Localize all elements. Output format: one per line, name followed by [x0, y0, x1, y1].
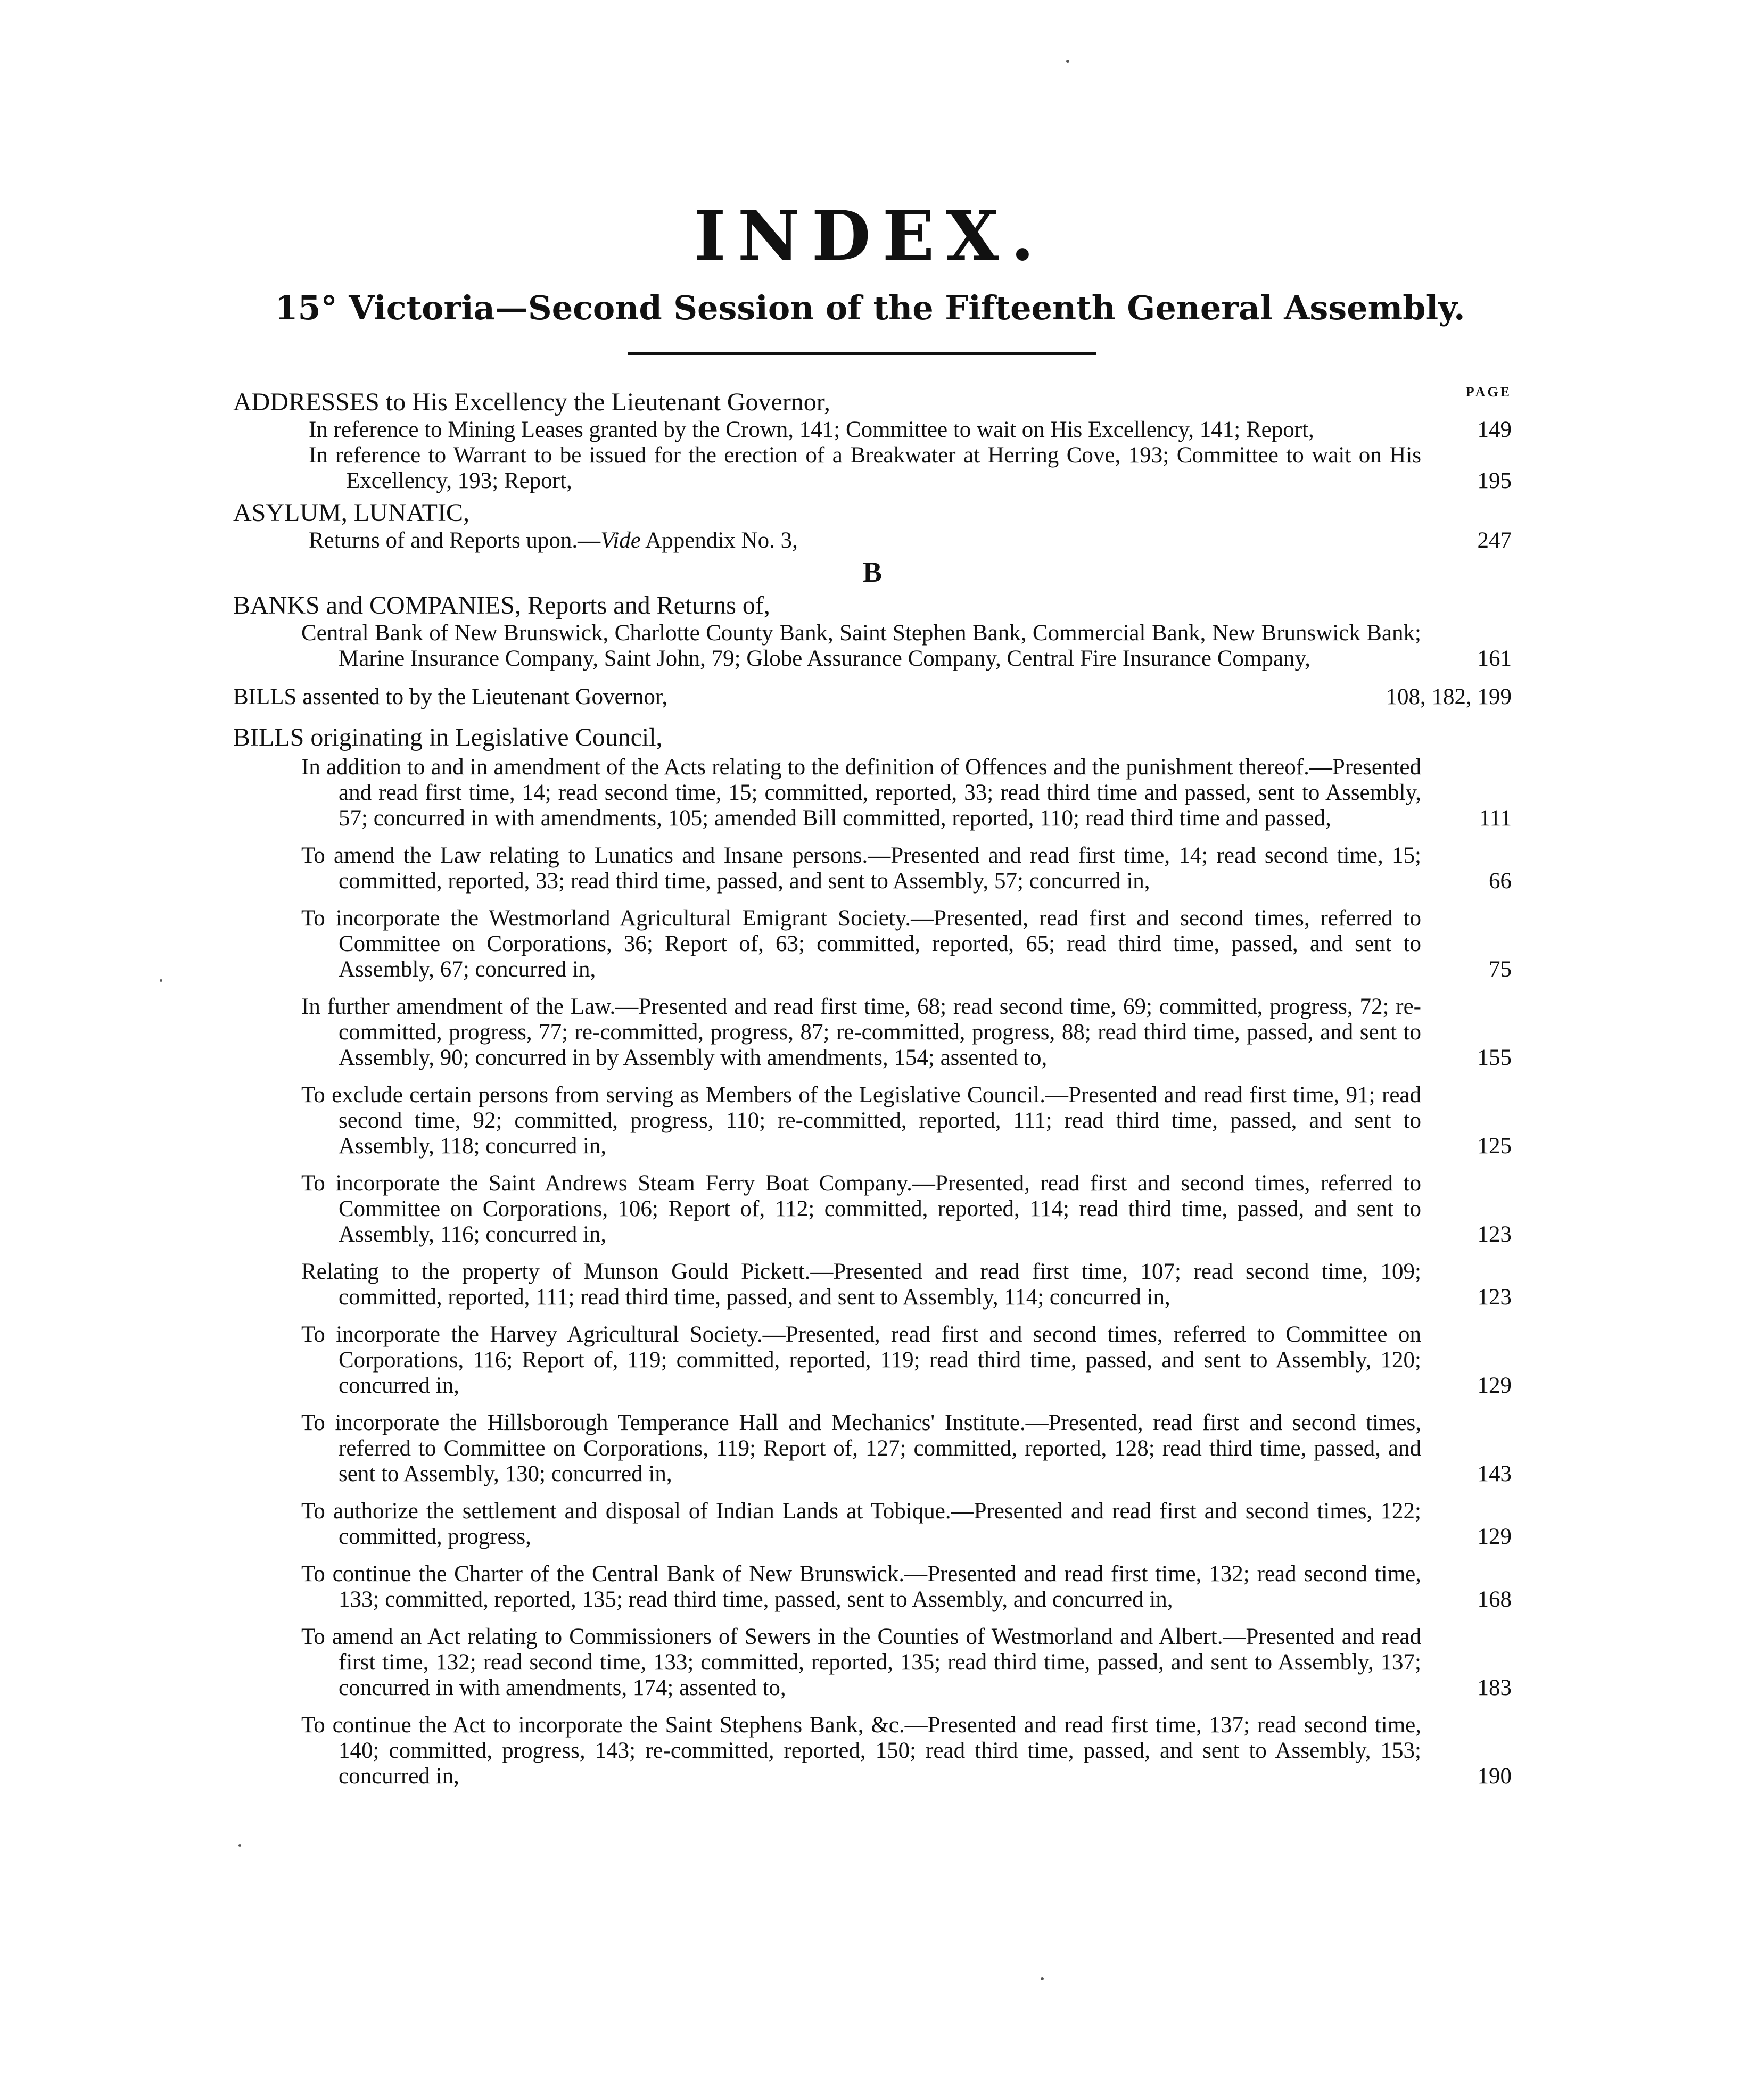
entry-page: 66	[1489, 869, 1512, 894]
index-entry	[233, 1410, 1512, 1487]
page-column-label: PAGE	[1465, 384, 1512, 400]
entry-text: To amend the Law relating to Lunatics and Insane persons.—Presented and read first time, 14; read second time, 15; committed, reported, 33; read third time, passed, and sent to Assembly, 57; concurred in,	[301, 843, 1421, 894]
entry-page: 125	[1477, 1134, 1512, 1159]
entry-text: To incorporate the Harvey Agricultural Society.—Presented, read first and second times, referred to Committee on Corporations, 116; Report of, 119; committed, reported, 119; read third time, passed, and sent to Assembly, 120; concurred in,	[301, 1322, 1421, 1398]
banks-heading: BANKS and COMPANIES, Reports and Returns of,	[233, 591, 770, 619]
entry-page: 129	[1477, 1373, 1512, 1398]
entry-text-italic: Vide	[600, 528, 641, 553]
index-title: INDEX.	[694, 196, 1046, 276]
entry-text: Relating to the property of Munson Gould Pickett.—Presented and read first time, 107; read second time, 109; committed, reported, 111; read third time, passed, and sent to Assembly, 114; concurred in,	[301, 1259, 1421, 1310]
entry-text	[309, 528, 1421, 553]
entry-page: 143	[1477, 1461, 1512, 1486]
entry-text: In reference to Warrant to be issued for the erection of a Breakwater at Herring Cove, 193; Committee to wait on His Excellency, 193; Report,	[309, 443, 1421, 493]
index-entry	[233, 1624, 1512, 1701]
index-entry	[233, 906, 1512, 982]
entry-page: 161	[1477, 646, 1512, 671]
index-entry	[233, 755, 1512, 831]
index-entry	[233, 1259, 1512, 1310]
entry-page: 190	[1477, 1764, 1512, 1789]
entry-text: To incorporate the Westmorland Agricultural Emigrant Society.—Presented, read first and second times, referred to Committee on Corporations, 36; Report of, 63; committed, reported, 65; read third time, passed, and sent to Assembly, 67; concurred in,	[301, 906, 1421, 982]
entry-text: To authorize the settlement and disposal of Indian Lands at Tobique.—Presented and read first and second times, 122; committed, progress,	[301, 1499, 1421, 1549]
bills-assented-entry	[233, 684, 1512, 710]
entry-page: 111	[1479, 806, 1512, 831]
index-entry	[233, 994, 1512, 1071]
entry-page: 149	[1477, 417, 1512, 442]
entry-text: Central Bank of New Brunswick, Charlotte County Bank, Saint Stephen Bank, Commercial Bank, New Brunswick Bank; Marine Insurance Company, Saint John, 79; Globe Assurance Company, Central Fire Insurance Company,	[301, 621, 1421, 671]
index-entry	[233, 1082, 1512, 1159]
index-body	[233, 384, 1512, 1789]
bills-assented-heading: BILLS assented to by the Lieutenant Governor,	[233, 684, 668, 709]
entry-page: 155	[1477, 1045, 1512, 1070]
index-entry	[233, 843, 1512, 894]
index-entry	[233, 1713, 1512, 1789]
print-speck	[1041, 1977, 1044, 1980]
asylum-heading: ASYLUM, LUNATIC,	[233, 499, 469, 527]
section-letter-b: B	[862, 556, 883, 588]
entry-page: 129	[1477, 1524, 1512, 1549]
entry-text: To continue the Act to incorporate the Saint Stephens Bank, &c.—Presented and read first time, 137; read second time, 140; committed, progress, 143; re-committed, reported, 150; read third time, passed, and sent to Assembly, 153; concurred in,	[301, 1713, 1421, 1789]
print-speck	[160, 979, 162, 982]
index-entry	[233, 1561, 1512, 1613]
entry-page: 123	[1477, 1222, 1512, 1247]
index-entry	[233, 1499, 1512, 1550]
entry-text: In reference to Mining Leases granted by the Crown, 141; Committee to wait on His Excellency, 141; Report,	[309, 417, 1314, 442]
entry-text: To continue the Charter of the Central Bank of New Brunswick.—Presented and read first time, 132; read second time, 133; committed, reported, 135; read third time, passed, sent to Assembly, and concurred in,	[301, 1561, 1421, 1612]
entry-page: 75	[1489, 957, 1512, 982]
index-entry	[233, 528, 1512, 553]
entry-text: In addition to and in amendment of the Acts relating to the definition of Offences and the punishment thereof.—Presented and read first time, 14; read second time, 15; committed, reported, 33; read third time and passed, sent to Assembly, 57; concurred in with amendments, 105; amended Bill committed, reported, 110; read third time and passed,	[301, 755, 1421, 831]
index-entry	[233, 417, 1512, 443]
entry-page: 168	[1477, 1587, 1512, 1612]
index-entry	[233, 443, 1512, 494]
entry-text: To amend an Act relating to Commissioners of Sewers in the Counties of Westmorland and Albert.—Presented and read first time, 132; read second time, 133; committed, reported, 135; read third time, passed, and sent to Assembly, 137; concurred in with amendments, 174; assented to,	[301, 1624, 1421, 1700]
index-entry	[233, 1171, 1512, 1247]
entry-text: To incorporate the Hillsborough Temperance Hall and Mechanics' Institute.—Presented, read first and second times, referred to Committee on Corporations, 119; Report of, 127; committed, reported, 128; read third time, passed, and sent to Assembly, 130; concurred in,	[301, 1410, 1421, 1486]
entry-page: 183	[1477, 1675, 1512, 1700]
entry-text: To incorporate the Saint Andrews Steam Ferry Boat Company.—Presented, read first and second times, referred to Committee on Corporations, 106; Report of, 112; committed, reported, 114; read third time, passed, and sent to Assembly, 116; concurred in,	[301, 1171, 1421, 1247]
entry-page: 123	[1477, 1285, 1512, 1310]
index-entry	[233, 1322, 1512, 1399]
title-rule	[628, 352, 1096, 355]
entry-text: In further amendment of the Law.—Presented and read first time, 68; read second time, 69; committed, progress, 72; re-committed, progress, 77; re-committed, progress, 87; re-committed, progress, 88; read third time, passed, and sent to Assembly, 90; concurred in by Assembly with amendments, 154; assented to,	[301, 994, 1421, 1070]
entry-text: To exclude certain persons from serving as Members of the Legislative Council.—Presented and read first time, 91; read second time, 92; committed, progress, 110; re-committed, reported, 111; read third time, passed, and sent to Assembly, 118; concurred in,	[301, 1082, 1421, 1159]
bills-council-heading: BILLS originating in Legislative Council,	[233, 723, 663, 751]
entry-page: 247	[1477, 528, 1512, 553]
addresses-heading: ADDRESSES to His Excellency the Lieutenant Governor,	[233, 388, 830, 416]
print-speck	[238, 1844, 241, 1847]
print-speck	[1066, 60, 1069, 63]
entry-text-suffix: Appendix No. 3,	[640, 528, 798, 553]
session-subtitle: 15° Victoria—Second Session of the Fifteenth General Assembly.	[275, 288, 1465, 327]
entry-text-prefix: Returns of and Reports upon.—	[309, 528, 601, 553]
entry-page: 108, 182, 199	[1386, 684, 1512, 709]
entry-page: 195	[1477, 468, 1512, 493]
index-entry	[233, 621, 1512, 672]
bills-list	[233, 755, 1512, 1789]
